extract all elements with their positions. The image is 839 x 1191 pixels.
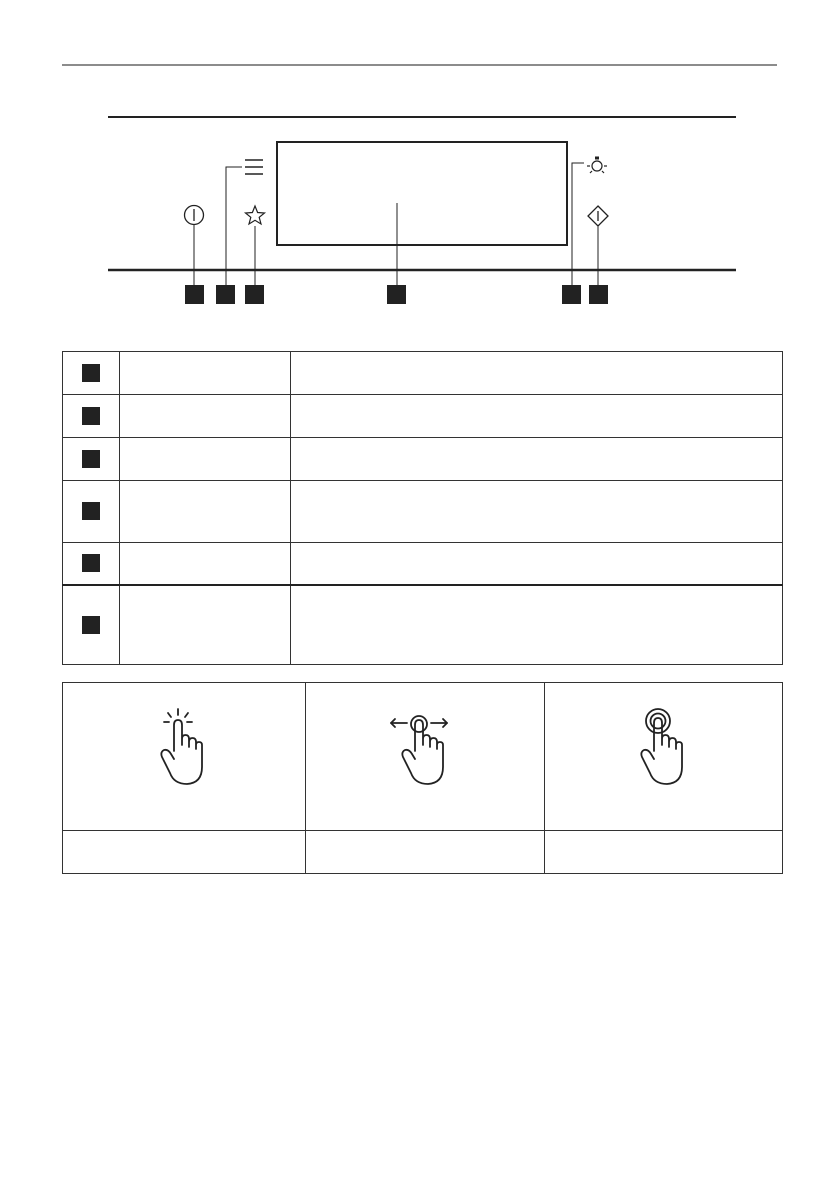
legend-row	[63, 585, 783, 665]
legend-table	[62, 351, 783, 665]
legend-number-cell	[63, 481, 120, 543]
callout-marker	[185, 285, 204, 304]
legend-number-cell	[63, 585, 120, 665]
legend-number-cell	[63, 543, 120, 585]
callout-marker	[82, 364, 100, 382]
slide-icon	[385, 707, 465, 787]
favourite-star-icon	[246, 206, 265, 224]
callout-marker	[387, 285, 406, 304]
legend-number-cell	[63, 352, 120, 395]
legend-name-cell	[120, 585, 291, 665]
legend-row	[63, 352, 783, 395]
legend-row	[63, 438, 783, 481]
legend-row	[63, 481, 783, 543]
menu-icon	[245, 160, 263, 174]
gesture-cell-tap	[63, 683, 306, 831]
touch-and-hold-icon	[634, 707, 694, 787]
legend-name-cell	[120, 543, 291, 585]
display-screen	[277, 142, 567, 245]
callout-leader-lines	[194, 163, 598, 285]
callout-marker	[589, 285, 608, 304]
gesture-icon-row	[63, 683, 783, 831]
legend-row	[63, 543, 783, 585]
legend-name-cell	[120, 481, 291, 543]
legend-description-cell	[291, 395, 783, 438]
legend-name-cell	[120, 438, 291, 481]
gesture-label-slide	[306, 831, 545, 874]
gesture-table	[62, 682, 783, 874]
legend-description-cell	[291, 481, 783, 543]
lamp-icon	[587, 158, 607, 173]
legend-name-cell	[120, 352, 291, 395]
legend-description-cell	[291, 543, 783, 585]
gesture-label-touch-and-hold	[545, 831, 783, 874]
legend-description-cell	[291, 352, 783, 395]
gesture-label-tap	[63, 831, 306, 874]
callout-markers	[185, 285, 608, 304]
gesture-cell-touch-and-hold	[545, 683, 783, 831]
callout-marker	[82, 502, 100, 520]
legend-description-cell	[291, 438, 783, 481]
control-panel-diagram	[0, 0, 839, 320]
callout-marker	[245, 285, 264, 304]
legend-description-cell	[291, 585, 783, 665]
gesture-cell-slide	[306, 683, 545, 831]
legend-number-cell	[63, 438, 120, 481]
start-stop-icon	[588, 206, 608, 226]
callout-marker	[82, 554, 100, 572]
callout-marker	[82, 450, 100, 468]
callout-marker	[82, 407, 100, 425]
legend-name-cell	[120, 395, 291, 438]
callout-marker	[82, 616, 100, 634]
power-icon	[185, 206, 204, 225]
legend-row	[63, 395, 783, 438]
tap-icon	[154, 707, 214, 787]
legend-number-cell	[63, 395, 120, 438]
callout-marker	[562, 285, 581, 304]
gesture-label-row	[63, 831, 783, 874]
callout-marker	[216, 285, 235, 304]
